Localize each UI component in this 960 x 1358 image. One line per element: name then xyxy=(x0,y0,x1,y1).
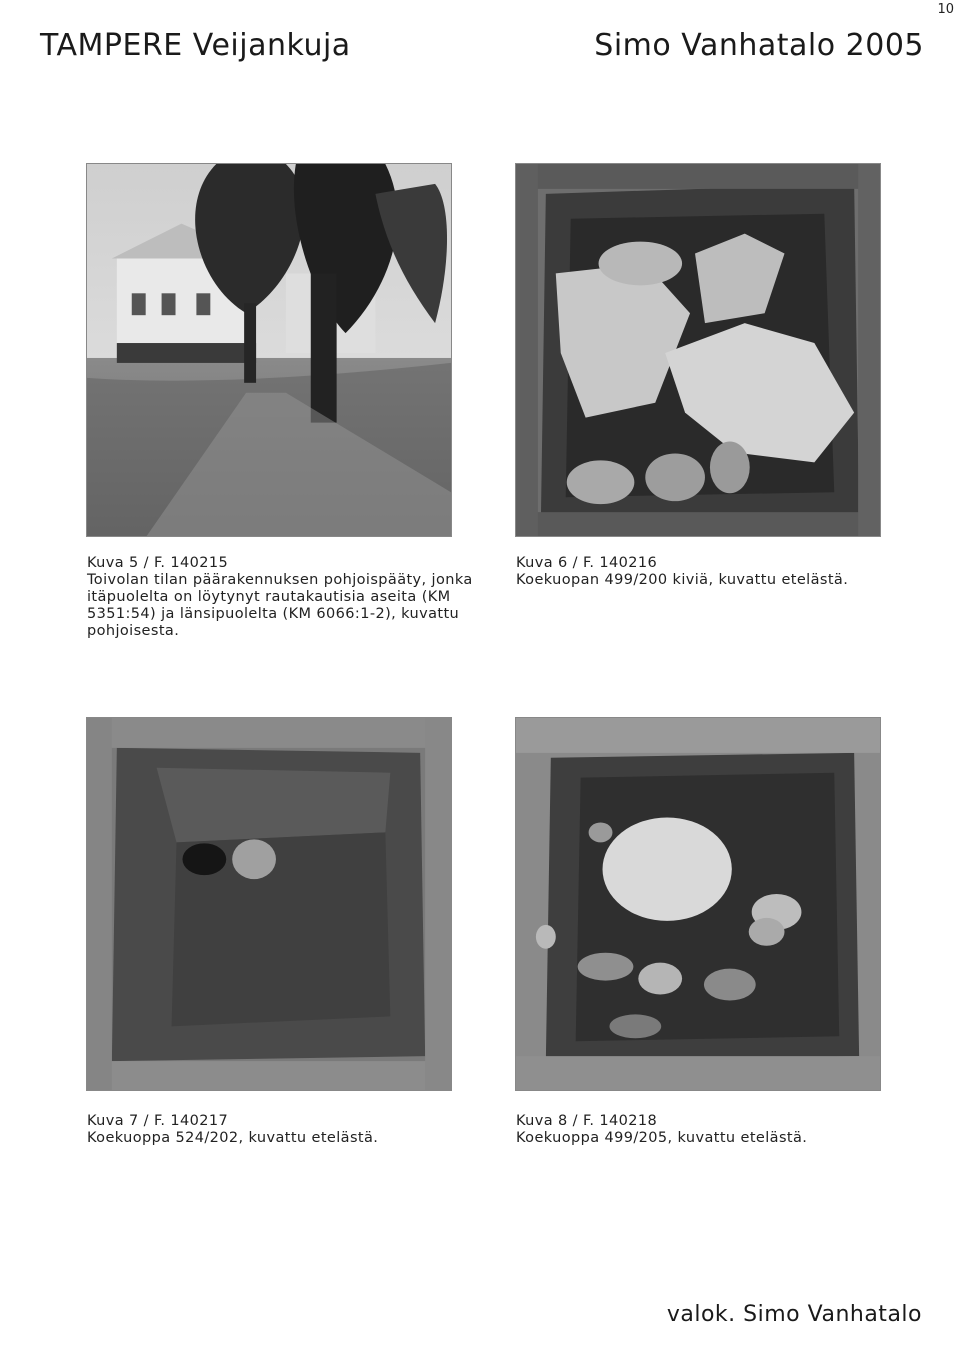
caption-line: pohjoisesta. xyxy=(87,623,180,639)
caption-line: Koekuoppa 499/205, kuvattu etelästä. xyxy=(516,1130,808,1146)
photo-credit: valok. Simo Vanhatalo xyxy=(666,1302,922,1327)
caption-title: Kuva 5 / F. 140215 xyxy=(87,555,229,571)
caption-title: Kuva 8 / F. 140218 xyxy=(516,1113,658,1129)
photo-pit-empty-image xyxy=(87,718,451,1090)
caption-line: 5351:54) ja länsipuolelta (KM 6066:1-2), kuvattu xyxy=(87,606,460,622)
caption-figure-5 xyxy=(87,555,473,640)
caption-line: Koekuopan 499/200 kiviä, kuvattu etelästä. xyxy=(516,572,849,588)
photo-house xyxy=(86,163,452,537)
photo-pit-stones-image xyxy=(516,164,880,536)
caption-figure-8 xyxy=(516,1113,807,1147)
photo-pit-boulder-image xyxy=(516,718,880,1090)
document-title: TAMPERE Veijankuja xyxy=(40,28,351,63)
photo-pit-empty xyxy=(86,717,452,1091)
caption-line: itäpuolelta on löytynyt rautakautisia aseita (KM xyxy=(87,589,451,605)
photo-house-image xyxy=(87,164,451,536)
caption-figure-7 xyxy=(87,1113,378,1147)
photo-pit-stones xyxy=(515,163,881,537)
caption-figure-6 xyxy=(516,555,848,589)
author-year: Simo Vanhatalo 2005 xyxy=(594,28,924,63)
photo-pit-boulder xyxy=(515,717,881,1091)
page-number: 10 xyxy=(937,2,954,17)
caption-line: Koekuoppa 524/202, kuvattu etelästä. xyxy=(87,1130,379,1146)
caption-title: Kuva 6 / F. 140216 xyxy=(516,555,658,571)
caption-title: Kuva 7 / F. 140217 xyxy=(87,1113,229,1129)
caption-line: Toivolan tilan päärakennuksen pohjoispääty, jonka xyxy=(87,572,473,588)
